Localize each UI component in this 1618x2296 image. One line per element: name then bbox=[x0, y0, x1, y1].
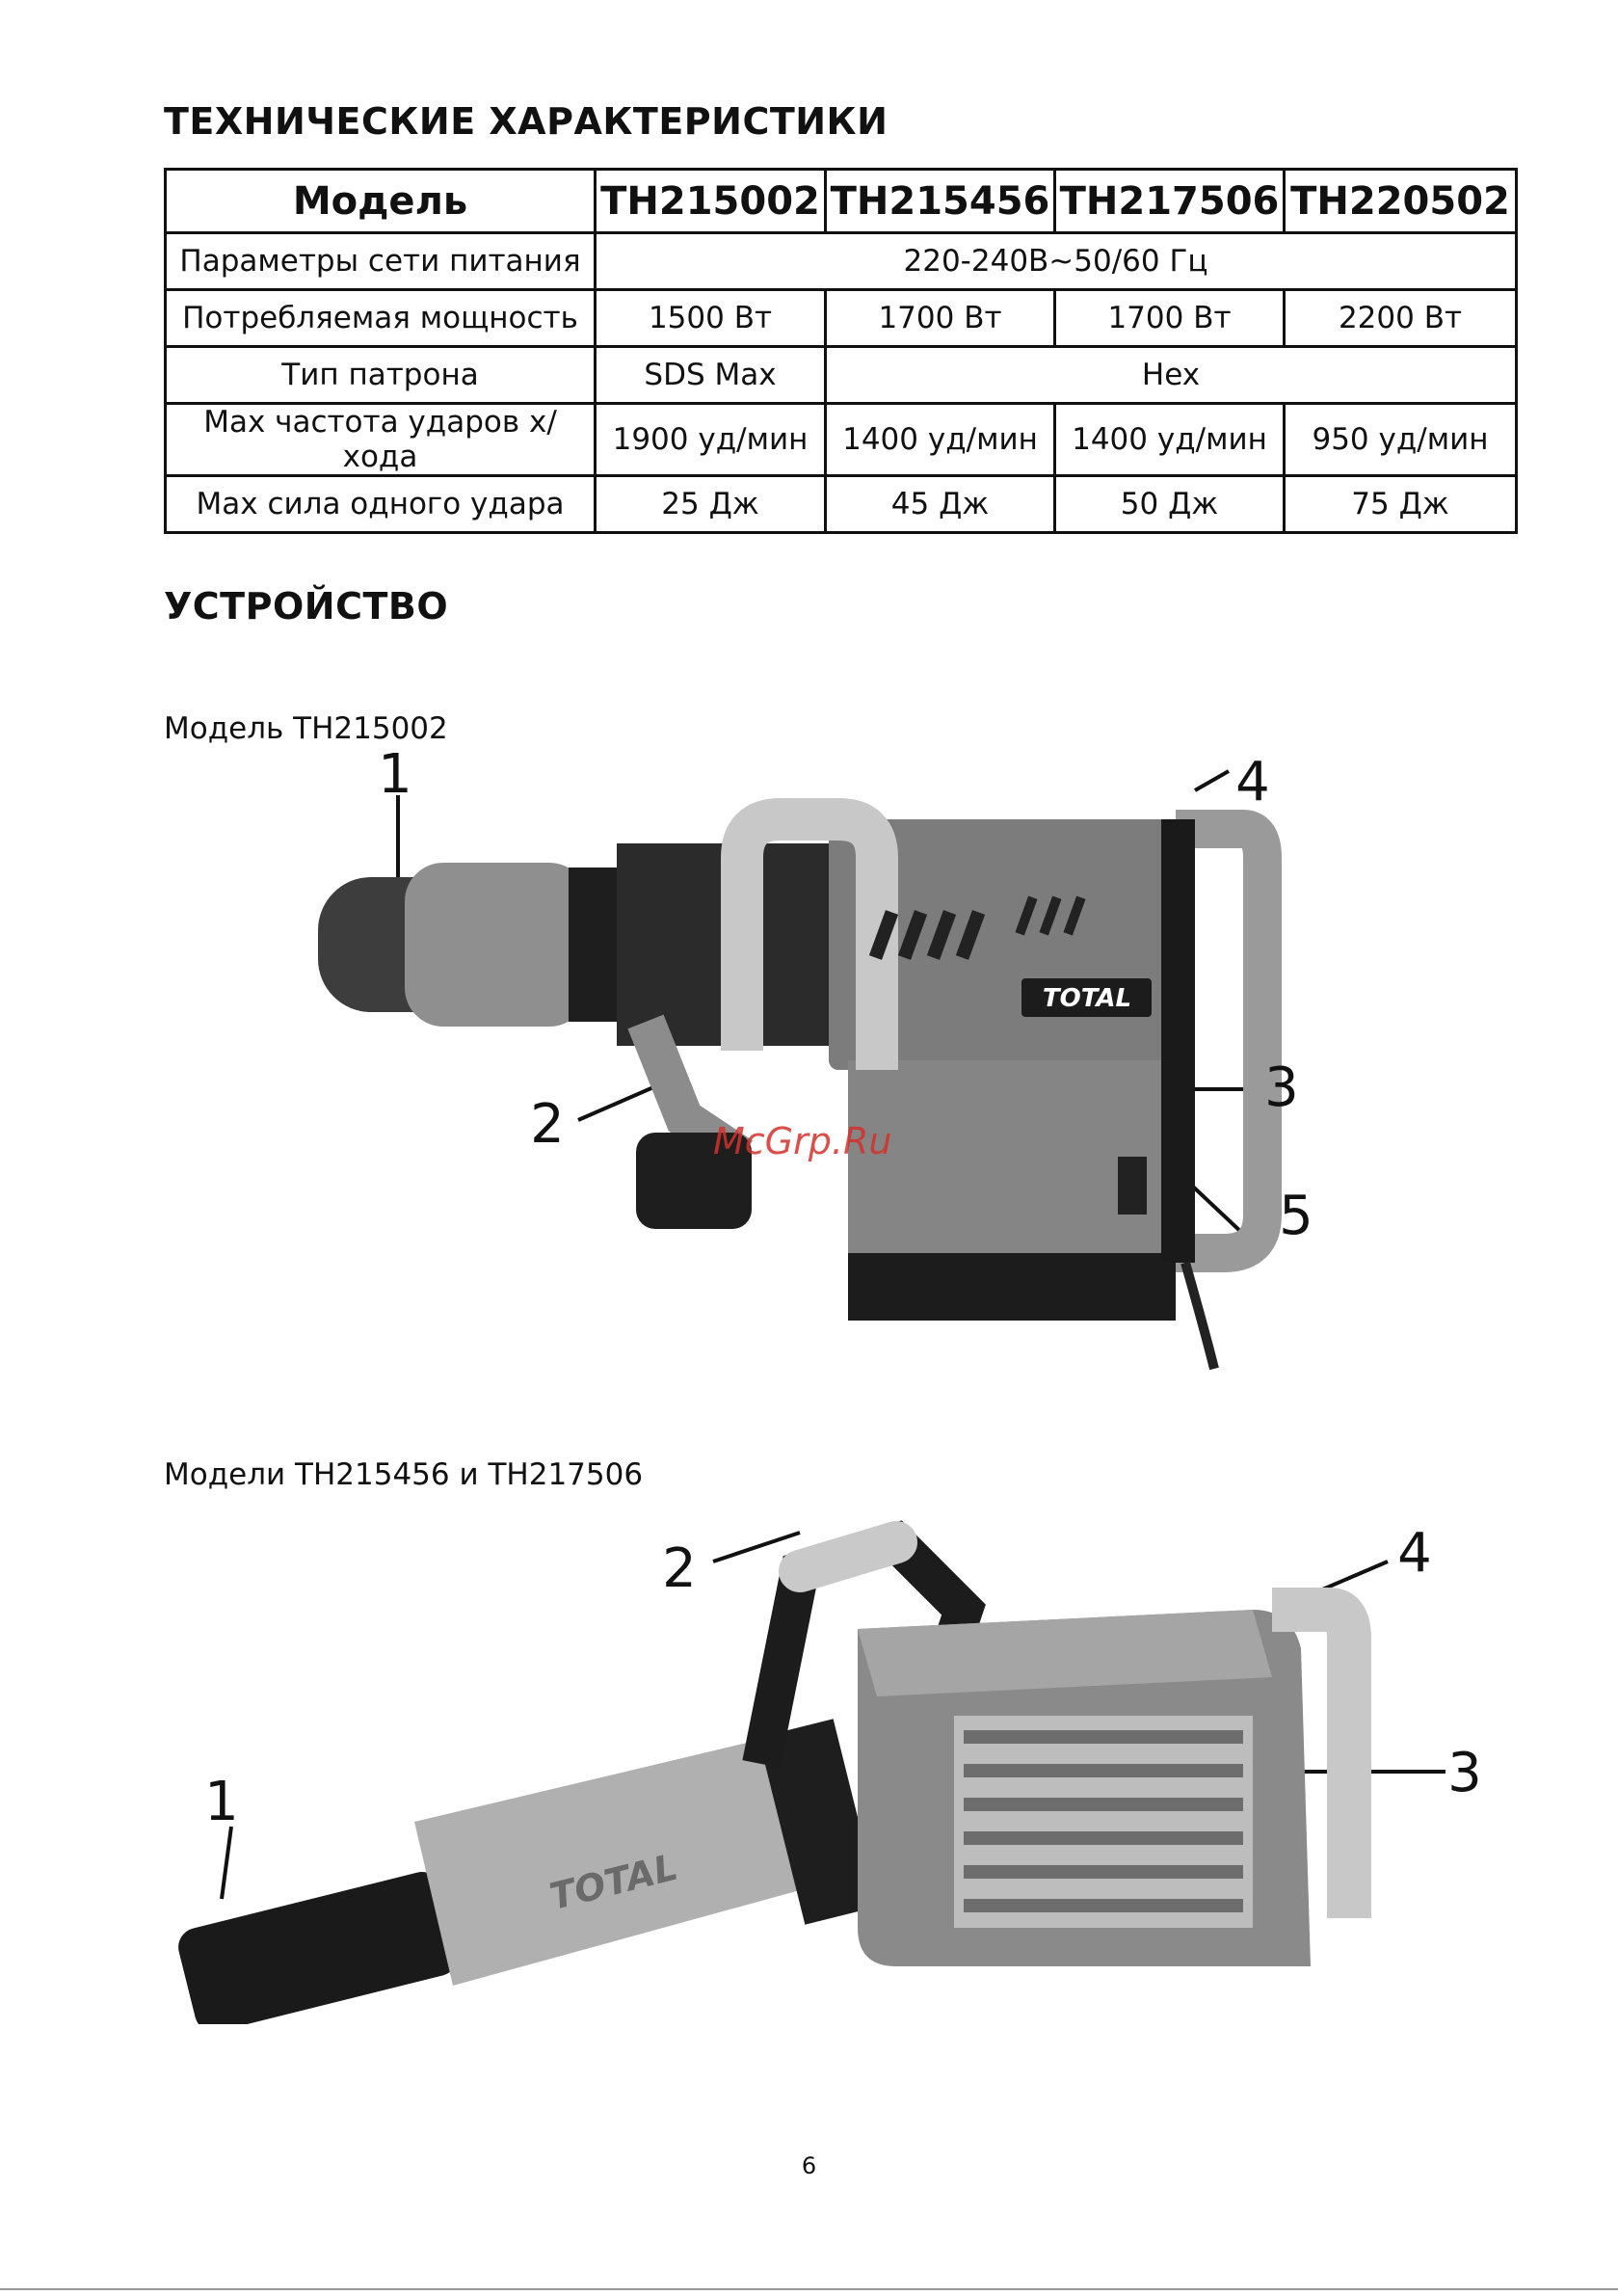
watermark: McGrp.Ru bbox=[713, 1120, 892, 1162]
callout-3: 3 bbox=[1447, 1742, 1482, 1804]
row-label: Тип патрона bbox=[166, 347, 596, 404]
table-cell: 1900 уд/мин bbox=[596, 404, 826, 476]
page-number: 6 bbox=[801, 2152, 817, 2179]
table-header-row bbox=[166, 170, 1517, 233]
callout-2: 2 bbox=[662, 1537, 697, 1600]
hammer-th215002-illustration bbox=[289, 752, 1330, 1388]
callout-4: 4 bbox=[1235, 752, 1270, 814]
header-cell: TH217506 bbox=[1055, 170, 1285, 233]
table-cell: 220-240В~50/60 Гц bbox=[596, 233, 1517, 290]
table-cell: 1700 Вт bbox=[826, 290, 1055, 347]
table-cell: 25 Дж bbox=[596, 476, 826, 533]
table-cell: 50 Дж bbox=[1055, 476, 1285, 533]
table-row bbox=[166, 476, 1517, 533]
callout-line-2 bbox=[578, 1084, 660, 1120]
table-cell: 1500 Вт bbox=[596, 290, 826, 347]
chuck-sleeve bbox=[405, 863, 588, 1027]
row-label: Параметры сети питания bbox=[166, 233, 596, 290]
table-cell: 2200 Вт bbox=[1285, 290, 1517, 347]
spec-table bbox=[164, 168, 1518, 534]
callout-line-4 bbox=[1320, 1562, 1388, 1590]
table-row bbox=[166, 404, 1517, 476]
power-switch bbox=[1118, 1157, 1147, 1215]
header-cell: TH220502 bbox=[1285, 170, 1517, 233]
row-label: Потребляемая мощность bbox=[166, 290, 596, 347]
table-cell: 950 уд/мин bbox=[1285, 404, 1517, 476]
callout-3: 3 bbox=[1264, 1056, 1299, 1119]
device-section-title: УСТРОЙСТВО bbox=[164, 585, 449, 627]
table-cell: 45 Дж bbox=[826, 476, 1055, 533]
table-cell: SDS Max bbox=[596, 347, 826, 404]
header-cell: TH215002 bbox=[596, 170, 826, 233]
callout-5: 5 bbox=[1279, 1185, 1313, 1247]
tool-holder bbox=[174, 1868, 462, 2024]
rear-handle-grip bbox=[1161, 819, 1195, 1263]
callout-2: 2 bbox=[530, 1093, 565, 1156]
brand-logo: TOTAL bbox=[1042, 984, 1132, 1013]
row-label: Max частота ударов х/хода bbox=[166, 404, 596, 476]
barrel-brand: TOTAL bbox=[545, 1845, 682, 1919]
table-cell: 75 Дж bbox=[1285, 476, 1517, 533]
table-row bbox=[166, 233, 1517, 290]
figure2-caption: Модели TH215456 и TH217506 bbox=[164, 1457, 644, 1492]
callout-1: 1 bbox=[378, 752, 412, 806]
d-handle-grip bbox=[800, 1542, 896, 1571]
motor-base bbox=[848, 1253, 1176, 1321]
table-cell: Hex bbox=[826, 347, 1517, 404]
callout-1: 1 bbox=[204, 1771, 239, 1833]
callout-4: 4 bbox=[1397, 1522, 1432, 1585]
spec-section-title: ТЕХНИЧЕСКИЕ ХАРАКТЕРИСТИКИ bbox=[164, 100, 889, 143]
table-cell: 1700 Вт bbox=[1055, 290, 1285, 347]
callout-line-4 bbox=[1195, 771, 1229, 790]
header-cell: Модель bbox=[166, 170, 596, 233]
bottom-rule bbox=[0, 2288, 1618, 2290]
header-cell: TH215456 bbox=[826, 170, 1055, 233]
table-row bbox=[166, 290, 1517, 347]
table-row bbox=[166, 347, 1517, 404]
callout-line-1 bbox=[222, 1827, 231, 1899]
table-cell: 1400 уд/мин bbox=[1055, 404, 1285, 476]
vent-panel bbox=[954, 1716, 1253, 1928]
hammer-th215456-illustration bbox=[164, 1504, 1494, 2024]
row-label: Max сила одного удара bbox=[166, 476, 596, 533]
power-cable bbox=[1185, 1263, 1214, 1369]
figure1-caption: Модель TH215002 bbox=[164, 711, 448, 746]
table-cell: 1400 уд/мин bbox=[826, 404, 1055, 476]
